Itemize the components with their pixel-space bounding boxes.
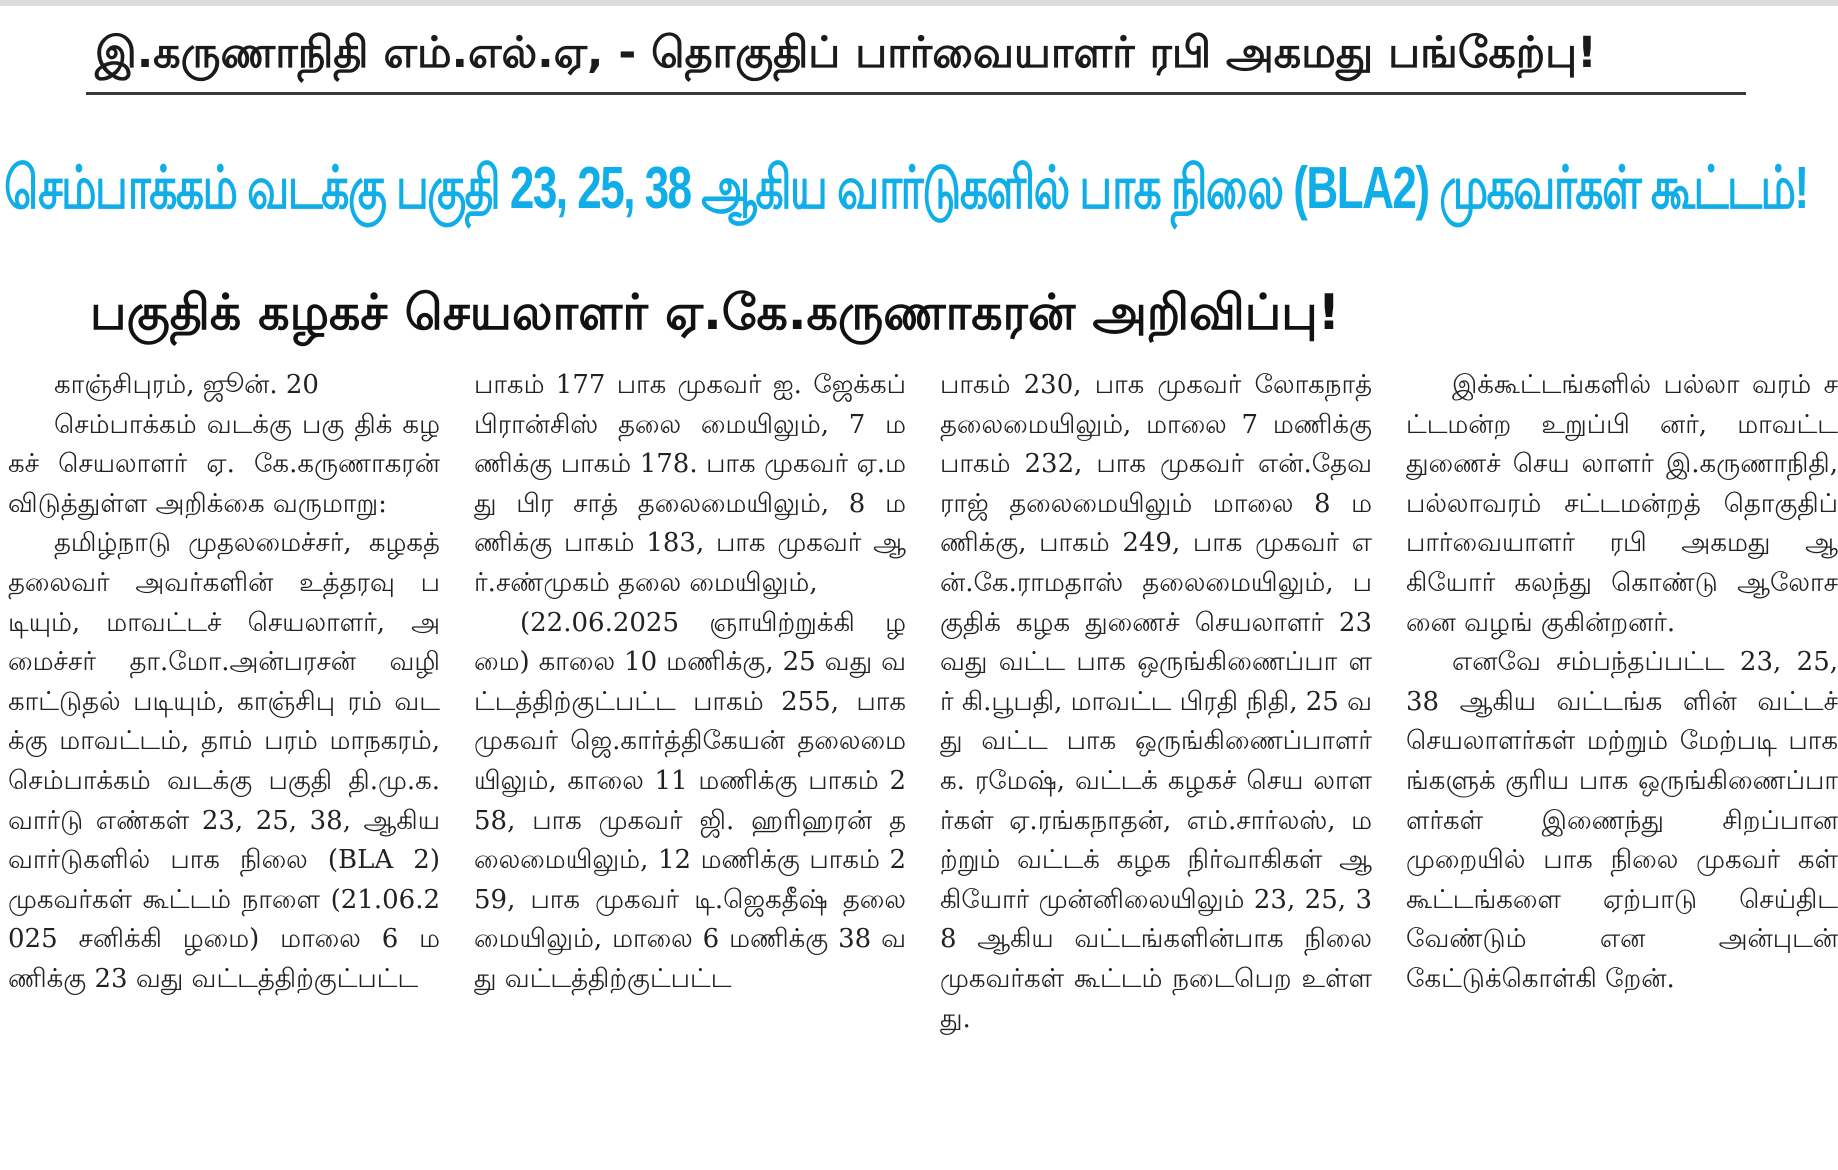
paragraph: செம்பாக்கம் வடக்கு பகு திக் கழகச் செயலாளர் ஏ. கே.கருணாகரன் விடுத்துள்ள அறிக்கை வருமாறு: (8, 409, 440, 519)
paragraph: (22.06.2025 ஞாயிற்றுக்கி ழமை) காலை 10 மணிக்கு, 25 வது வட்டத்திற்குட்பட்ட பாகம் 255, பாக முகவர் ஜெ.கார்த்திகேயன் தலைமை யிலும், காலை 11 மணிக்கு பாகம் 258, பாக முகவர் ஜி. ஹரிஹரன் தலைமையிலும், 12 மணிக்கு பாகம் 259, பாக முகவர் டி.ஜெகதீஷ் தலை மையிலும், மாலை 6 மணிக்கு 38 வது வட்டத்திற்குட்பட்ட (474, 607, 906, 994)
paragraph: பாகம் 177 பாக முகவர் ஐ. ஜேக்கப் பிரான்சிஸ் தலை மையிலும், 7 மணிக்கு பாகம் 178. பாக முகவர் ஏ.மது பிர சாத் தலைமையிலும், 8 மணிக்கு பாகம் 183, பாக முகவர் ஆர்.சண்முகம் தலை மையிலும், (474, 370, 906, 598)
kicker-divider (86, 92, 1746, 95)
column-1 (8, 366, 440, 1166)
column-4 (1406, 366, 1838, 1166)
subheadline: பகுதிக் கழகச் செயலாளர் ஏ.கே.கருணாகரன் அறிவிப்பு! (90, 284, 1341, 341)
headline: செம்பாக்கம் வடக்கு பகுதி 23, 25, 38 ஆகிய வார்டுகளில் பாக நிலை (BLA2) முகவர்கள் கூட்டம்! (4, 155, 1808, 222)
column-2 (474, 366, 906, 1166)
kicker-line: இ.கருணாநிதி எம்.எல்.ஏ, - தொகுதிப் பார்வையாளர் ரபி அகமது பங்கேற்பு! (95, 28, 1597, 78)
article-body (8, 366, 1838, 1166)
paragraph: எனவே சம்பந்தப்பட்ட 23, 25, 38 ஆகிய வட்டங்க ளின் வட்டச் செயலாளர்கள் மற்றும் மேற்படி பாகங்களுக் குரிய பாக ஒருங்கிணைப்பா ளர்கள் இணைந்து சிறப்பான முறையில் பாக நிலை முகவர் கள் கூட்டங்களை ஏற்பாடு செய்திட வேண்டும் என அன்புடன் கேட்டுக்கொள்கி றேன். (1406, 647, 1838, 994)
paragraph: பாகம் 230, பாக முகவர் லோகநாத் தலைமையிலும், மாலை 7 மணிக்கு பாகம் 232, பாக முகவர் என்.தேவராஜ் தலைமையிலும் மாலை 8 மணிக்கு, பாகம் 249, பாக முகவர் என்.கே.ராமதாஸ் தலைமையிலும், பகுதிக் கழக துணைச் செயலாளர் 23 வது வட்ட பாக ஒருங்கிணைப்பா ளர் கி.பூபதி, மாவட்ட பிரதி நிதி, 25 வது வட்ட பாக ஒருங்கிணைப்பாளர் க. ரமேஷ், வட்டக் கழகச் செய லாளர்கள் ஏ.ரங்கநாதன், எம்.சார்லஸ், மற்றும் வட்டக் கழக நிர்வாகிகள் ஆகியோர் முன்னிலையிலும் 23, 25, 38 ஆகிய வட்டங்களின்பாக நிலை முகவர்கள் கூட்டம் நடைபெற உள்ளது. (940, 370, 1372, 1034)
paragraph: இக்கூட்டங்களில் பல்லா வரம் சட்டமன்ற உறுப்பி னர், மாவட்ட துணைச் செய லாளர் இ.கருணாநிதி, பல்லாவரம் சட்டமன்றத் தொகுதிப் பார்வையாளர் ரபி அகமது ஆகியோர் கலந்து கொண்டு ஆலோசனை வழங் குகின்றனர். (1406, 370, 1838, 638)
dateline: காஞ்சிபுரம், ஜூன். 20 (54, 370, 319, 400)
paragraph: தமிழ்நாடு முதலமைச்சர், கழகத் தலைவர் அவர்களின் உத்தரவு படியும், மாவட்டச் செயலாளர், அமைச்சர் தா.மோ.அன்பரசன் வழி காட்டுதல் படியும், காஞ்சிபு ரம் வடக்கு மாவட்டம், தாம் பரம் மாநகரம், செம்பாக்கம் வடக்கு பகுதி தி.மு.க. வார்டு எண்கள் 23, 25, 38, ஆகிய வார்டுகளில் பாக நிலை (BLA 2) முகவர்கள் கூட்டம் நாளை (21.06.2025 சனிக்கி ழமை) மாலை 6 மணிக்கு 23 வது வட்டத்திற்குட்பட்ட (8, 528, 440, 994)
top-border (0, 0, 1838, 6)
column-3 (940, 366, 1372, 1166)
